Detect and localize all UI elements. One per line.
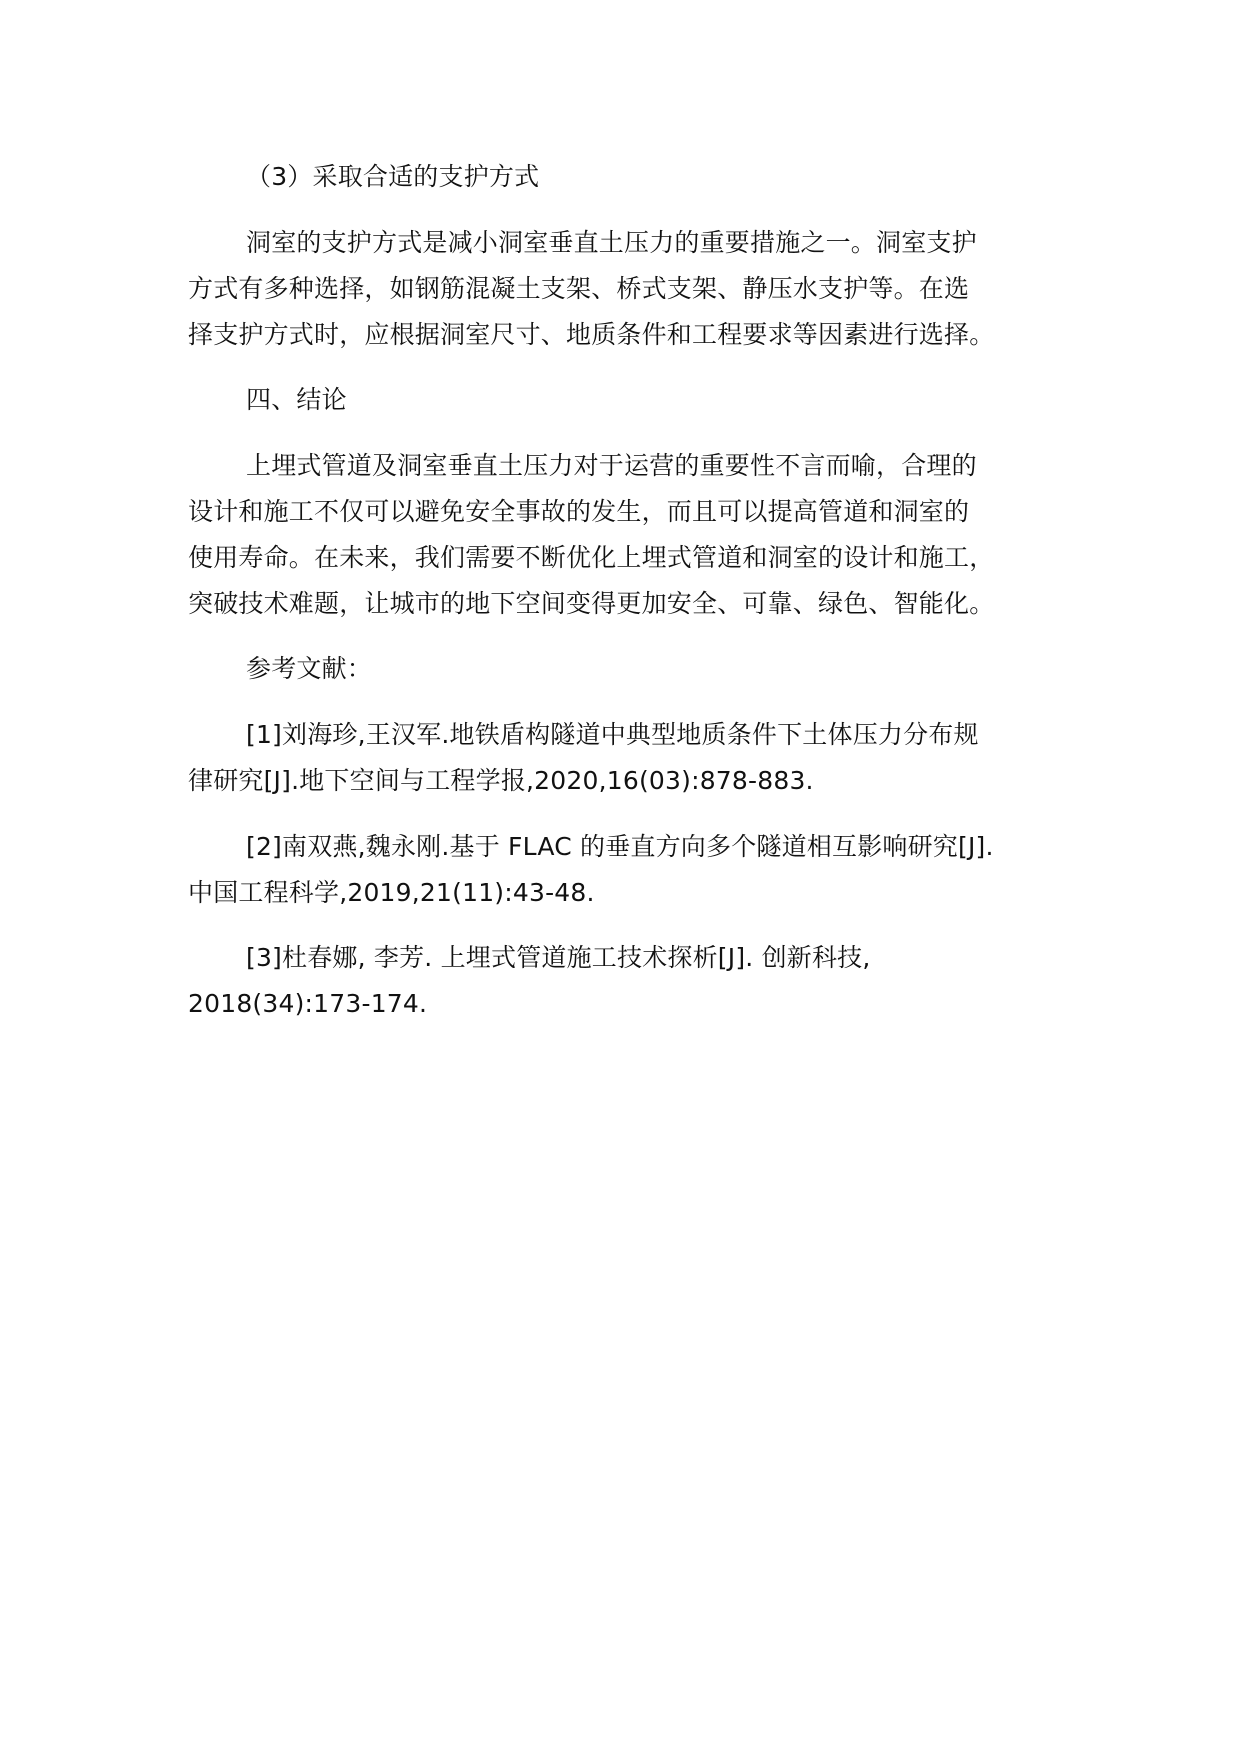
paragraph-conclusion-line-3: 使用寿命。在未来，我们需要不断优化上埋式管道和洞室的设计和施工，	[188, 543, 995, 572]
reference-2-line-2: 中国工程科学,2019,21(11):43-48.	[188, 878, 595, 907]
reference-1-line-2: 律研究[J].地下空间与工程学报,2020,16(03):878-883.	[188, 766, 814, 795]
paragraph-support-line-2: 方式有多种选择，如钢筋混凝土支架、桥式支架、静压水支护等。在选	[188, 274, 970, 303]
reference-1-line-1: [1]刘海珍,王汉军.地铁盾构隧道中典型地质条件下土体压力分布规	[246, 720, 979, 749]
paragraph-conclusion-line-1: 上埋式管道及洞室垂直土压力对于运营的重要性不言而喻，合理的	[246, 451, 977, 480]
reference-3-line-2: 2018(34):173-174.	[188, 989, 428, 1018]
reference-2-line-1: [2]南双燕,魏永刚.基于 FLAC 的垂直方向多个隧道相互影响研究[J].	[246, 832, 994, 861]
paragraph-support-line-1: 洞室的支护方式是减小洞室垂直土压力的重要措施之一。洞室支护	[246, 228, 977, 257]
paragraph-support-line-3: 择支护方式时，应根据洞室尺寸、地质条件和工程要求等因素进行选择。	[188, 320, 995, 349]
conclusion-heading: 四、结论	[246, 385, 347, 414]
paragraph-conclusion-line-2: 设计和施工不仅可以避免安全事故的发生，而且可以提高管道和洞室的	[188, 497, 970, 526]
section-heading-support-method: （3）采取合适的支护方式	[246, 162, 540, 191]
references-heading: 参考文献：	[246, 654, 373, 683]
paragraph-conclusion-line-4: 突破技术难题，让城市的地下空间变得更加安全、可靠、绿色、智能化。	[188, 589, 995, 618]
reference-3-line-1: [3]杜春娜, 李芳. 上埋式管道施工技术探析[J]. 创新科技,	[246, 943, 871, 972]
